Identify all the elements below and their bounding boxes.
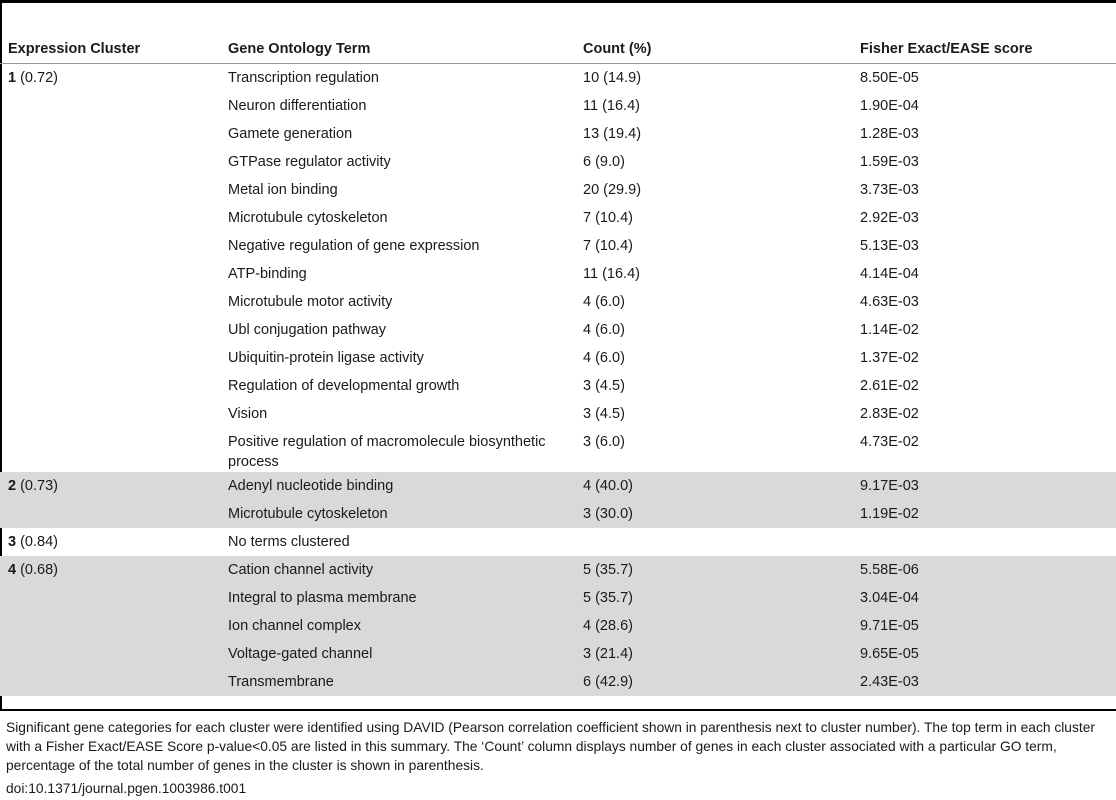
cell-go-term: No terms clustered <box>228 534 350 550</box>
cell-count <box>575 528 852 556</box>
cell-score: 5.58E-06 <box>852 556 1116 584</box>
doi-text: doi:10.1371/journal.pgen.1003986.t001 <box>6 781 247 796</box>
cell-score <box>852 528 1116 556</box>
table-row <box>0 148 1116 176</box>
cell-go-term: Regulation of developmental growth <box>228 378 460 394</box>
table-row <box>0 316 1116 344</box>
table-row <box>0 176 1116 204</box>
table-row <box>0 204 1116 232</box>
cell-count: 3 (30.0) <box>575 500 852 528</box>
cluster-correlation: (0.84) <box>16 534 58 550</box>
cell-go-term: Ubl conjugation pathway <box>228 322 386 338</box>
cell-cluster <box>0 400 220 428</box>
header-count: Count (%) <box>575 34 852 64</box>
cell-count: 6 (42.9) <box>575 668 852 696</box>
cell-count: 11 (16.4) <box>583 98 640 114</box>
cell-count: 7 (10.4) <box>583 238 633 254</box>
cell-count: 4 (6.0) <box>583 322 625 338</box>
cell-go-term: Gamete generation <box>228 126 353 142</box>
cell-cluster <box>0 204 220 232</box>
table-row <box>0 500 1116 528</box>
table-row <box>0 372 1116 400</box>
cell-score: 5.13E-03 <box>860 238 919 254</box>
table-row <box>0 556 1116 584</box>
cluster-number: 4 <box>8 562 17 578</box>
cell-count: 11 (16.4) <box>583 266 640 282</box>
cell-cluster <box>0 668 220 696</box>
cluster-correlation: (0.73) <box>16 478 58 494</box>
cell-count: 6 (9.0) <box>583 154 625 170</box>
cell-cluster <box>0 612 220 640</box>
table-footnote: Significant gene categories for each cluster were identified using DAVID (Pearson correlation coefficient shown in parenthesis next to cluster number). The top term in each cluster with a Fisher Exact/EASE Score p-value<0.05 are listed in this summary. The ‘Count’ column displays number of genes in each cluster associated with a particular GO term, percentage of the total number of genes in the cluster is shown in parenthesis. <box>6 720 1095 773</box>
cell-cluster <box>0 528 220 556</box>
table-row <box>0 612 1116 640</box>
cell-count: 5 (35.7) <box>575 556 852 584</box>
cell-go-term: Voltage-gated channel <box>220 640 575 668</box>
cell-go-term: Microtubule motor activity <box>228 294 393 310</box>
cell-go-term: Vision <box>228 406 268 422</box>
cell-cluster <box>0 640 220 668</box>
cell-cluster <box>0 232 220 260</box>
cell-cluster <box>0 584 220 612</box>
cell-go-term: Ubiquitin-protein ligase activity <box>228 350 424 366</box>
cell-go-term: Neuron differentiation <box>228 98 367 114</box>
cell-cluster <box>0 120 220 148</box>
cell-cluster <box>0 64 220 93</box>
cell-score: 2.83E-02 <box>860 406 919 422</box>
bottom-rule <box>0 709 1116 711</box>
cell-score: 4.14E-04 <box>860 266 919 282</box>
cell-go-term: Positive regulation of macromolecule biosynthetic process <box>228 434 546 470</box>
table-row <box>0 472 1116 500</box>
cell-cluster <box>0 472 220 500</box>
cell-count: 13 (19.4) <box>583 126 642 142</box>
cell-count: 4 (6.0) <box>583 294 625 310</box>
table-row <box>0 260 1116 288</box>
cell-cluster <box>0 148 220 176</box>
cell-go-term: ATP-binding <box>228 266 307 282</box>
cell-go-term: Transcription regulation <box>228 70 379 86</box>
table-row <box>0 344 1116 372</box>
cell-score: 8.50E-05 <box>860 70 919 86</box>
cell-cluster <box>0 500 220 528</box>
table-row <box>0 400 1116 428</box>
cluster-number: 1 <box>8 70 17 86</box>
cluster-correlation: (0.68) <box>16 562 58 578</box>
table-row <box>0 232 1116 260</box>
header-row <box>0 34 1116 64</box>
table-row <box>0 584 1116 612</box>
table-row <box>0 640 1116 668</box>
cell-go-term: Integral to plasma membrane <box>220 584 575 612</box>
table-row <box>0 120 1116 148</box>
cell-go-term: Microtubule cytoskeleton <box>228 210 388 226</box>
cell-score: 4.63E-03 <box>860 294 919 310</box>
cell-cluster <box>0 288 220 316</box>
cell-go-term: Negative regulation of gene expression <box>228 238 480 254</box>
cell-go-term: GTPase regulator activity <box>228 154 391 170</box>
cell-count: 3 (4.5) <box>583 378 625 394</box>
cell-count: 20 (29.9) <box>583 182 642 198</box>
cell-count: 10 (14.9) <box>583 70 642 86</box>
cell-score: 1.90E-04 <box>860 98 919 114</box>
cell-go-term: Adenyl nucleotide binding <box>220 472 575 500</box>
cell-go-term: Microtubule cytoskeleton <box>220 500 575 528</box>
cell-score: 1.37E-02 <box>860 350 919 366</box>
cell-score: 4.73E-02 <box>860 434 919 450</box>
cell-score: 1.14E-02 <box>860 322 919 338</box>
top-rule <box>0 0 1116 3</box>
cell-cluster <box>0 372 220 400</box>
cell-cluster <box>0 176 220 204</box>
header-expression-cluster: Expression Cluster <box>0 34 220 64</box>
cell-score: 9.65E-05 <box>852 640 1116 668</box>
table-row <box>0 288 1116 316</box>
cell-count: 7 (10.4) <box>583 210 633 226</box>
table-row <box>0 64 1116 93</box>
table-row <box>0 428 1116 472</box>
cell-score: 9.71E-05 <box>852 612 1116 640</box>
cell-count: 4 (6.0) <box>583 350 625 366</box>
table-row <box>0 528 1116 556</box>
gene-ontology-table <box>0 34 1116 696</box>
cell-count: 3 (21.4) <box>575 640 852 668</box>
cell-cluster <box>0 556 220 584</box>
table-row <box>0 92 1116 120</box>
cell-cluster <box>0 428 220 472</box>
cell-cluster <box>0 92 220 120</box>
cell-go-term: Metal ion binding <box>228 182 338 198</box>
table-row <box>0 668 1116 696</box>
cell-count: 4 (40.0) <box>575 472 852 500</box>
cell-score: 2.61E-02 <box>860 378 919 394</box>
cell-score: 3.04E-04 <box>852 584 1116 612</box>
cell-score: 1.19E-02 <box>852 500 1116 528</box>
cell-count: 3 (4.5) <box>583 406 625 422</box>
header-score: Fisher Exact/EASE score <box>852 34 1116 64</box>
cell-count: 3 (6.0) <box>583 434 625 450</box>
cell-score: 1.28E-03 <box>860 126 919 142</box>
cluster-number: 3 <box>8 534 17 550</box>
header-go-term: Gene Ontology Term <box>220 34 575 64</box>
cell-count: 4 (28.6) <box>575 612 852 640</box>
cell-score: 1.59E-03 <box>860 154 919 170</box>
cell-score: 2.43E-03 <box>852 668 1116 696</box>
cell-cluster <box>0 316 220 344</box>
cell-cluster <box>0 260 220 288</box>
cell-cluster <box>0 344 220 372</box>
cell-go-term: Ion channel complex <box>220 612 575 640</box>
cell-score: 9.17E-03 <box>852 472 1116 500</box>
cell-go-term: Transmembrane <box>220 668 575 696</box>
cluster-number: 2 <box>8 478 17 494</box>
cell-score: 2.92E-03 <box>860 210 919 226</box>
cell-go-term: Cation channel activity <box>220 556 575 584</box>
cell-score: 3.73E-03 <box>860 182 919 198</box>
cluster-correlation: (0.72) <box>16 70 58 86</box>
cell-count: 5 (35.7) <box>575 584 852 612</box>
